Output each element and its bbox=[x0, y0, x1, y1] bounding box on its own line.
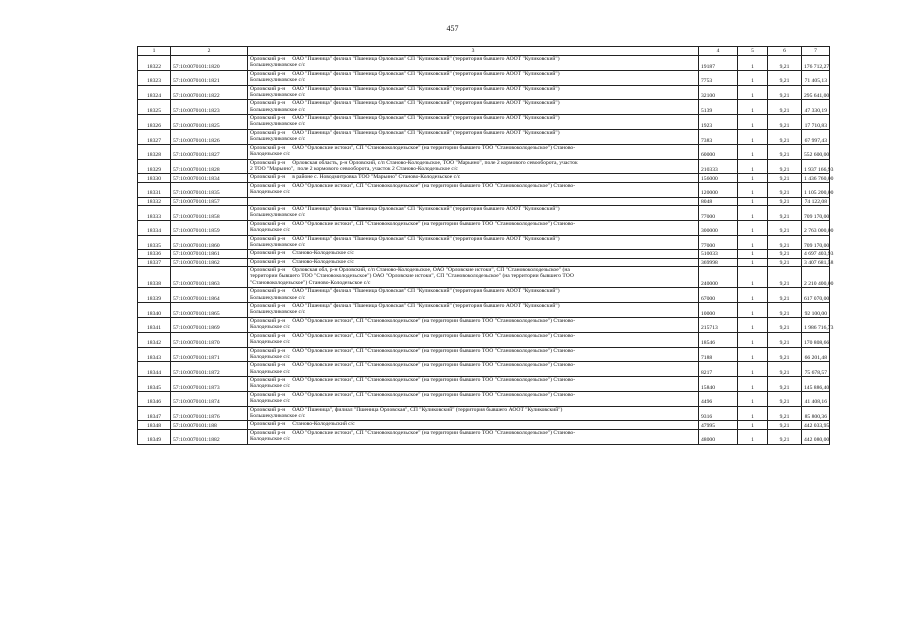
area-value: 210333 bbox=[699, 159, 738, 174]
cadastral-number: 57:10:0070101:1822 bbox=[171, 85, 248, 100]
area-value: 10000 bbox=[699, 303, 738, 318]
cadastral-number: 57:10:0070101:1826 bbox=[171, 129, 248, 144]
table-row bbox=[138, 159, 830, 174]
row-number: 18336 bbox=[138, 250, 171, 258]
location-description bbox=[248, 129, 699, 144]
area-value: 369998 bbox=[699, 258, 738, 266]
location-description bbox=[248, 406, 699, 421]
location-description bbox=[248, 332, 699, 347]
description-line: Орловский р-н в районе с. Новодмитровка ТОО "Марьино" Станово-Колодезьское с/с bbox=[250, 174, 461, 181]
area-value: 7188 bbox=[699, 347, 738, 362]
cadastral-number: 57:10:0070101:1835 bbox=[171, 182, 248, 197]
rate-value: 9,21 bbox=[768, 159, 802, 174]
description-line: Большекуликовское с/с bbox=[250, 241, 306, 248]
column-header: 5 bbox=[738, 47, 768, 56]
rate-value: 9,21 bbox=[768, 129, 802, 144]
description-line: Большекуликовское с/с bbox=[250, 121, 306, 128]
cadastral-value: 709 170,00 bbox=[802, 235, 830, 250]
table-row bbox=[138, 421, 830, 429]
cadastral-number: 57:10:0070101:1860 bbox=[171, 235, 248, 250]
description-line: Колодезьское с/с bbox=[250, 353, 290, 360]
count-value: 1 bbox=[738, 182, 768, 197]
cadastral-value: 2 763 000,00 bbox=[802, 220, 830, 235]
rate-value: 9,21 bbox=[768, 100, 802, 115]
rate-value: 9,21 bbox=[768, 317, 802, 332]
area-value: 240000 bbox=[699, 267, 738, 288]
area-value: 8048 bbox=[699, 197, 738, 205]
description-line: Большекуликовское с/с bbox=[250, 106, 306, 113]
description-line: Большекуликовское с/с bbox=[250, 136, 306, 143]
count-value: 1 bbox=[738, 205, 768, 220]
table-row bbox=[138, 70, 830, 85]
location-description bbox=[248, 391, 699, 406]
row-number: 18338 bbox=[138, 267, 171, 288]
rate-value: 9,21 bbox=[768, 391, 802, 406]
table-row bbox=[138, 377, 830, 392]
rate-value: 9,21 bbox=[768, 332, 802, 347]
description-line: Орловский р-н ОАО "Орловские истоки", СП "Становоколодезьское" (на территории бывшего ТОО "Становоколодезьское") Станово- bbox=[250, 347, 576, 354]
count-value: 1 bbox=[738, 220, 768, 235]
cadastral-value: 1 937 166,93 bbox=[802, 159, 830, 174]
cadastral-value: 2 210 400,00 bbox=[802, 267, 830, 288]
cadastral-value: 176 712,27 bbox=[802, 56, 830, 71]
cadastral-number: 57:10:0070101:1823 bbox=[171, 100, 248, 115]
table-row bbox=[138, 332, 830, 347]
row-number: 18346 bbox=[138, 391, 171, 406]
description-line: Орловский р-н ОАО "Пшеница" филиал "Пшеница Орловская" СП "Куликовский" (территория бывшего АООТ "Куликовский") bbox=[250, 288, 560, 295]
row-number: 18348 bbox=[138, 421, 171, 429]
description-line: Орловский р-н ОАО "Орловские истоки", СП "Становоколодезьское" (на территории бывшего ТОО "Становоколодезьское") Станово- bbox=[250, 317, 576, 324]
rate-value: 9,21 bbox=[768, 406, 802, 421]
description-line: Колодезьское с/с bbox=[250, 398, 290, 405]
description-line: Колодезьское с/с bbox=[250, 189, 290, 196]
column-header: 6 bbox=[768, 47, 802, 56]
location-description bbox=[248, 288, 699, 303]
row-number: 18341 bbox=[138, 317, 171, 332]
count-value: 1 bbox=[738, 347, 768, 362]
area-value: 156000 bbox=[699, 174, 738, 182]
cadastral-number: 57:10:0070101:1865 bbox=[171, 303, 248, 318]
row-number: 18329 bbox=[138, 159, 171, 174]
table-row bbox=[138, 391, 830, 406]
location-description bbox=[248, 235, 699, 250]
cadastral-value: 47 330,19 bbox=[802, 100, 830, 115]
cadastral-number: 57:10:0070101:1869 bbox=[171, 317, 248, 332]
count-value: 1 bbox=[738, 174, 768, 182]
row-number: 18327 bbox=[138, 129, 171, 144]
count-value: 1 bbox=[738, 235, 768, 250]
cadastral-value: 145 886,40 bbox=[802, 377, 830, 392]
location-description bbox=[248, 250, 699, 258]
table-row bbox=[138, 406, 830, 421]
area-value: 1923 bbox=[699, 115, 738, 130]
location-description bbox=[248, 85, 699, 100]
count-value: 1 bbox=[738, 70, 768, 85]
description-line: Орловский р-н ОАО "Орловские истоки", СП "Становоколодезьское" (на территории бывшего ТОО "Становоколодезьское") Станово- bbox=[250, 429, 576, 436]
table-row bbox=[138, 267, 830, 288]
description-line: Большекуликовское с/с bbox=[250, 294, 306, 301]
cadastral-value: 85 800,36 bbox=[802, 406, 830, 421]
row-number: 18333 bbox=[138, 205, 171, 220]
description-line: Большекуликовское с/с bbox=[250, 212, 306, 219]
row-number: 18322 bbox=[138, 56, 171, 71]
rate-value: 9,21 bbox=[768, 144, 802, 159]
location-description bbox=[248, 362, 699, 377]
row-number: 18324 bbox=[138, 85, 171, 100]
cadastral-value: 74 122,08 bbox=[802, 197, 830, 205]
row-number: 18331 bbox=[138, 182, 171, 197]
rate-value: 9,21 bbox=[768, 362, 802, 377]
location-description bbox=[248, 174, 699, 182]
table-row bbox=[138, 220, 830, 235]
row-number: 18347 bbox=[138, 406, 171, 421]
count-value: 1 bbox=[738, 85, 768, 100]
row-number: 18343 bbox=[138, 347, 171, 362]
cadastral-number: 57:10:0070101:1873 bbox=[171, 377, 248, 392]
location-description bbox=[248, 197, 699, 205]
table-row bbox=[138, 429, 830, 444]
area-value: 7383 bbox=[699, 129, 738, 144]
table-row bbox=[138, 317, 830, 332]
location-description bbox=[248, 220, 699, 235]
area-value: 77000 bbox=[699, 235, 738, 250]
cadastral-number: 57:10:0070101:1863 bbox=[171, 267, 248, 288]
description-line: Орловский р-н ОАО "Пшеница" филиал "Пшеница Орловская" СП "Куликовский" (территория бывшего АООТ "Куликовский") bbox=[250, 115, 560, 122]
rate-value: 9,21 bbox=[768, 174, 802, 182]
row-number: 18339 bbox=[138, 288, 171, 303]
table-row bbox=[138, 115, 830, 130]
location-description bbox=[248, 56, 699, 71]
location-description bbox=[248, 267, 699, 288]
area-value: 300000 bbox=[699, 220, 738, 235]
description-line: Орловский р-н ОАО "Орловские истоки", СП "Становоколодезьское" (на территории бывшего ТОО "Становоколодезьское") Станово- bbox=[250, 182, 576, 189]
description-line: территории бывшего ТОО "Становоколодезьское") ОАО "Орловские истоки", СП "Становоколодезьское" (на территории бывшего ТОО bbox=[250, 273, 574, 280]
rate-value: 9,21 bbox=[768, 197, 802, 205]
description-line: Орловский р-н ОАО "Пшеница" филиал "Пшеница Орловская" СП "Куликовский" (территория бывшего АООТ "Куликовский") bbox=[250, 129, 560, 136]
count-value: 1 bbox=[738, 129, 768, 144]
cadastral-value: 552 600,00 bbox=[802, 144, 830, 159]
area-value: 32100 bbox=[699, 85, 738, 100]
row-number: 18334 bbox=[138, 220, 171, 235]
description-line: Орловский р-н Станово-Колодезьское с/с bbox=[250, 250, 354, 257]
cadastral-value: 41 408,16 bbox=[802, 391, 830, 406]
count-value: 1 bbox=[738, 391, 768, 406]
description-line: Орловский р-н ОАО "Пшеница" филиал "Пшеница Орловская" СП "Куликовский" (территория бывшего АООТ "Куликовский") bbox=[250, 235, 560, 242]
table-row bbox=[138, 288, 830, 303]
rate-value: 9,21 bbox=[768, 70, 802, 85]
cadastral-value: 67 997,43 bbox=[802, 129, 830, 144]
table-row bbox=[138, 85, 830, 100]
description-line: Орловский р-н ОАО "Орловские истоки", СП "Становоколодезьское" (на территории бывшего ТОО "Становоколодезьское") Станово- bbox=[250, 391, 576, 398]
location-description bbox=[248, 182, 699, 197]
area-value: 510033 bbox=[699, 250, 738, 258]
description-line: Орловский р-н ОАО "Пшеница", филиал "Пшеница Орловская", СП "Куликовский" (территория бывшего АООТ "Куликовский") bbox=[250, 406, 563, 413]
row-number: 18337 bbox=[138, 258, 171, 266]
rate-value: 9,21 bbox=[768, 429, 802, 444]
rate-value: 9,21 bbox=[768, 205, 802, 220]
column-header: 7 bbox=[802, 47, 830, 56]
area-value: 47995 bbox=[699, 421, 738, 429]
area-value: 60000 bbox=[699, 144, 738, 159]
cadastral-number: 57:10:0070101:1870 bbox=[171, 332, 248, 347]
description-line: Орловский р-н Станово-Колодезьский с/с bbox=[250, 421, 355, 428]
description-line: Орловский р-н ОАО "Пшеница" филиал "Пшеница Орловская" СП "Куликовский" (территория бывшего АООТ "Куликовский") bbox=[250, 70, 560, 77]
cadastral-number: 57:10:0070101:188 bbox=[171, 421, 248, 429]
table-row bbox=[138, 129, 830, 144]
table-row bbox=[138, 362, 830, 377]
location-description bbox=[248, 144, 699, 159]
area-value: 5139 bbox=[699, 100, 738, 115]
rate-value: 9,21 bbox=[768, 235, 802, 250]
rate-value: 9,21 bbox=[768, 258, 802, 266]
area-value: 4496 bbox=[699, 391, 738, 406]
description-line: Орловский р-н Станово-Колодезьское с/с bbox=[250, 258, 354, 265]
location-description bbox=[248, 377, 699, 392]
rate-value: 9,21 bbox=[768, 421, 802, 429]
cadastral-value: 295 641,00 bbox=[802, 85, 830, 100]
count-value: 1 bbox=[738, 56, 768, 71]
description-line: Колодезьское с/с bbox=[250, 338, 290, 345]
description-line: Большекуликовское с/с bbox=[250, 77, 306, 84]
cadastral-value: 71 405,13 bbox=[802, 70, 830, 85]
location-description bbox=[248, 317, 699, 332]
cadastral-value: 3 407 681,58 bbox=[802, 258, 830, 266]
row-number: 18328 bbox=[138, 144, 171, 159]
cadastral-number: 57:10:0070101:1857 bbox=[171, 197, 248, 205]
area-value: 7753 bbox=[699, 70, 738, 85]
column-header: 1 bbox=[138, 47, 171, 56]
table-row bbox=[138, 303, 830, 318]
description-line: Орловский р-н ОАО "Орловские истоки", СП "Становоколодезьское" (на территории бывшего ТОО "Становоколодезьское") Станово- bbox=[250, 144, 576, 151]
area-value: 9316 bbox=[699, 406, 738, 421]
table-row bbox=[138, 235, 830, 250]
cadastral-value: 442 080,00 bbox=[802, 429, 830, 444]
rate-value: 9,21 bbox=[768, 377, 802, 392]
row-number: 18340 bbox=[138, 303, 171, 318]
page-number: 457 bbox=[446, 24, 459, 33]
description-line: Колодезьское с/с bbox=[250, 383, 290, 390]
area-value: 120000 bbox=[699, 182, 738, 197]
description-line: 2 ТОО "Марьино", поле 2 кормового севооборота, участок 2 Станово-Колодезьское с/с bbox=[250, 165, 458, 172]
description-line: Колодезьское с/с bbox=[250, 436, 290, 443]
description-line: Орловский р-н ОАО "Орловские истоки", СП "Становоколодезьское" (на территории бывшего ТОО "Становоколодезьское") Станово- bbox=[250, 332, 576, 339]
cadastral-number: 57:10:0070101:1820 bbox=[171, 56, 248, 71]
rate-value: 9,21 bbox=[768, 288, 802, 303]
cadastral-number: 57:10:0070101:1858 bbox=[171, 205, 248, 220]
cadastral-number: 57:10:0070101:1872 bbox=[171, 362, 248, 377]
description-line: Большекуликовское с/с bbox=[250, 412, 306, 419]
count-value: 1 bbox=[738, 421, 768, 429]
row-number: 18323 bbox=[138, 70, 171, 85]
table-row bbox=[138, 250, 830, 258]
rate-value: 9,21 bbox=[768, 115, 802, 130]
count-value: 1 bbox=[738, 115, 768, 130]
table-row bbox=[138, 197, 830, 205]
description-line: Орловский р-н ОАО "Пшеница" филиал "Пшеница Орловская" СП "Куликовский" (территория бывшего АООТ "Куликовский") bbox=[250, 205, 560, 212]
count-value: 1 bbox=[738, 159, 768, 174]
description-line: Орловский р-н Орловская область, р-н Орловский, с/п Станово-Колодезьское, ТОО "Марьино", поле 2 кормового севооборота, участок bbox=[250, 159, 578, 166]
row-number: 18326 bbox=[138, 115, 171, 130]
cadastral-number: 57:10:0070101:1882 bbox=[171, 429, 248, 444]
cadastral-value: 1 436 760,00 bbox=[802, 174, 830, 182]
cadastral-value: 4 697 403,93 bbox=[802, 250, 830, 258]
count-value: 1 bbox=[738, 197, 768, 205]
cadastral-value: 92 100,00 bbox=[802, 303, 830, 318]
area-value: 215713 bbox=[699, 317, 738, 332]
cadastral-number: 57:10:0070101:1834 bbox=[171, 174, 248, 182]
row-number: 18330 bbox=[138, 174, 171, 182]
description-line: Большекуликовское с/с bbox=[250, 309, 306, 316]
count-value: 1 bbox=[738, 267, 768, 288]
table-row bbox=[138, 205, 830, 220]
cadastral-register-table bbox=[137, 46, 834, 445]
description-line: Орловский р-н Орловская обл, р-н Орловский, с/п Станово-Колодезьское, ОАО "Орловские истоки", СП "Становоколодезьское" (на bbox=[250, 267, 570, 274]
count-value: 1 bbox=[738, 258, 768, 266]
count-value: 1 bbox=[738, 362, 768, 377]
location-description bbox=[248, 159, 699, 174]
table-row bbox=[138, 100, 830, 115]
cadastral-value: 442 033,95 bbox=[802, 421, 830, 429]
cadastral-number: 57:10:0070101:1861 bbox=[171, 250, 248, 258]
register-body bbox=[138, 56, 834, 445]
description-line: Колодезьское с/с bbox=[250, 368, 290, 375]
cadastral-value: 17 710,83 bbox=[802, 115, 830, 130]
description-line: Орловский р-н ОАО "Орловские истоки", СП "Становоколодезьское" (на территории бывшего ТОО "Становоколодезьское") Станово- bbox=[250, 220, 576, 227]
location-description bbox=[248, 421, 699, 429]
rate-value: 9,21 bbox=[768, 220, 802, 235]
description-line: Большекуликовское с/с bbox=[250, 62, 306, 69]
row-number: 18332 bbox=[138, 197, 171, 205]
location-description bbox=[248, 303, 699, 318]
area-value: 8217 bbox=[699, 362, 738, 377]
rate-value: 9,21 bbox=[768, 303, 802, 318]
cadastral-value: 66 201,48 bbox=[802, 347, 830, 362]
description-line: Орловский р-н ОАО "Пшеница" филиал "Пшеница Орловская" СП "Куликовский" (территория бывшего АООТ "Куликовский") bbox=[250, 56, 560, 62]
rate-value: 9,21 bbox=[768, 182, 802, 197]
cadastral-number: 57:10:0070101:1827 bbox=[171, 144, 248, 159]
cadastral-value: 75 678,57 bbox=[802, 362, 830, 377]
description-line: Орловский р-н ОАО "Пшеница" филиал "Пшеница Орловская" СП "Куликовский" (территория бывшего АООТ "Куликовский") bbox=[250, 85, 560, 92]
count-value: 1 bbox=[738, 250, 768, 258]
count-value: 1 bbox=[738, 377, 768, 392]
column-header: 2 bbox=[171, 47, 248, 56]
count-value: 1 bbox=[738, 288, 768, 303]
column-header: 3 bbox=[248, 47, 699, 56]
count-value: 1 bbox=[738, 303, 768, 318]
count-value: 1 bbox=[738, 406, 768, 421]
location-description bbox=[248, 347, 699, 362]
rate-value: 9,21 bbox=[768, 250, 802, 258]
cadastral-value: 170 808,66 bbox=[802, 332, 830, 347]
description-line: Орловский р-н ОАО "Пшеница" филиал "Пшеница Орловская" СП "Куликовский" (территория бывшего АООТ "Куликовский") bbox=[250, 303, 560, 310]
area-value: 77000 bbox=[699, 205, 738, 220]
description-line: Орловский р-н ОАО "Пшеница" филиал "Пшеница Орловская" СП "Куликовский" (территория бывшего АООТ "Куликовский") bbox=[250, 100, 560, 107]
description-line: Колодезьское с/с bbox=[250, 324, 290, 331]
cadastral-number: 57:10:0070101:1825 bbox=[171, 115, 248, 130]
count-value: 1 bbox=[738, 317, 768, 332]
location-description bbox=[248, 429, 699, 444]
row-number: 18325 bbox=[138, 100, 171, 115]
count-value: 1 bbox=[738, 332, 768, 347]
location-description bbox=[248, 70, 699, 85]
location-description bbox=[248, 258, 699, 266]
rate-value: 9,21 bbox=[768, 347, 802, 362]
description-line: Колодезьское с/с bbox=[250, 227, 290, 233]
area-value: 67000 bbox=[699, 288, 738, 303]
description-line: Колодезьское с/с bbox=[250, 151, 290, 158]
cadastral-value: 1 105 200,00 bbox=[802, 182, 830, 197]
header-row bbox=[138, 47, 830, 56]
description-line: Орловский р-н ОАО "Орловские истоки", СП "Становоколодезьское" (на территории бывшего ТОО "Становоколодезьское") Станово- bbox=[250, 362, 576, 369]
location-description bbox=[248, 115, 699, 130]
table-row bbox=[138, 347, 830, 362]
description-line: Большекуликовское с/с bbox=[250, 91, 306, 98]
description-line: Орловский р-н ОАО "Орловские истоки", СП "Становоколодезьское" (на территории бывшего ТОО "Становоколодезьское") Станово- bbox=[250, 377, 576, 384]
location-description bbox=[248, 205, 699, 220]
area-value: 19187 bbox=[699, 56, 738, 71]
cadastral-number: 57:10:0070101:1859 bbox=[171, 220, 248, 235]
row-number: 18335 bbox=[138, 235, 171, 250]
count-value: 1 bbox=[738, 100, 768, 115]
row-number: 18342 bbox=[138, 332, 171, 347]
table-row bbox=[138, 182, 830, 197]
cadastral-number: 57:10:0070101:1862 bbox=[171, 258, 248, 266]
table-row bbox=[138, 174, 830, 182]
count-value: 1 bbox=[738, 144, 768, 159]
cadastral-value: 709 170,00 bbox=[802, 205, 830, 220]
cadastral-number: 57:10:0070101:1871 bbox=[171, 347, 248, 362]
cadastral-value: 1 986 716,73 bbox=[802, 317, 830, 332]
area-value: 15840 bbox=[699, 377, 738, 392]
column-header: 4 bbox=[699, 47, 738, 56]
cadastral-number: 57:10:0070101:1874 bbox=[171, 391, 248, 406]
table-row bbox=[138, 258, 830, 266]
area-value: 48000 bbox=[699, 429, 738, 444]
table-row bbox=[138, 56, 830, 71]
count-value: 1 bbox=[738, 429, 768, 444]
cadastral-value: 617 070,00 bbox=[802, 288, 830, 303]
area-value: 18546 bbox=[699, 332, 738, 347]
description-line: "Становоколодезьское") Станово-Колодезьское с/с bbox=[250, 279, 371, 286]
rate-value: 9,21 bbox=[768, 267, 802, 288]
table-row bbox=[138, 144, 830, 159]
rate-value: 9,21 bbox=[768, 85, 802, 100]
cadastral-number: 57:10:0070101:1876 bbox=[171, 406, 248, 421]
location-description bbox=[248, 100, 699, 115]
rate-value: 9,21 bbox=[768, 56, 802, 71]
row-number: 18344 bbox=[138, 362, 171, 377]
cadastral-number: 57:10:0070101:1821 bbox=[171, 70, 248, 85]
row-number: 18345 bbox=[138, 377, 171, 392]
cadastral-number: 57:10:0070101:1828 bbox=[171, 159, 248, 174]
row-number: 18349 bbox=[138, 429, 171, 444]
cadastral-number: 57:10:0070101:1864 bbox=[171, 288, 248, 303]
